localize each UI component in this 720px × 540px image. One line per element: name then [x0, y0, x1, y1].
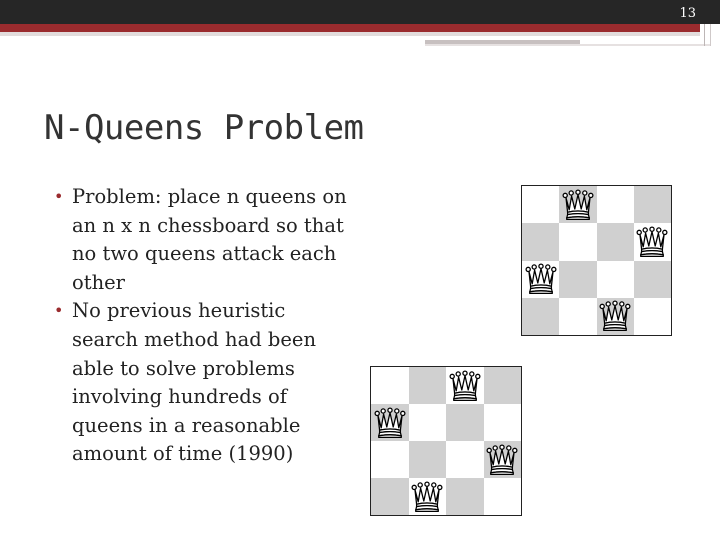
board-square — [634, 298, 671, 335]
header-bar — [0, 0, 720, 24]
board-square — [522, 261, 559, 298]
board-square — [409, 441, 447, 478]
board-square — [559, 186, 596, 223]
board-square — [371, 441, 409, 478]
bullet-icon: • — [54, 301, 64, 321]
chess-queen-icon — [636, 226, 668, 258]
bullet-item — [54, 183, 354, 297]
chess-queen-icon — [525, 263, 557, 295]
board-square — [371, 367, 409, 404]
header-side-line — [704, 24, 705, 46]
board-square — [409, 478, 447, 515]
header-side-line-2 — [710, 24, 711, 46]
board-square — [484, 404, 522, 441]
chess-queen-icon — [449, 370, 481, 402]
board-square — [484, 441, 522, 478]
chessboard-2 — [370, 366, 522, 516]
board-square — [484, 478, 522, 515]
board-square — [597, 261, 634, 298]
board-square — [522, 186, 559, 223]
board-square — [634, 223, 671, 260]
board-square — [484, 367, 522, 404]
bullet-list — [54, 183, 354, 469]
board-square — [597, 186, 634, 223]
board-square — [446, 367, 484, 404]
board-square — [446, 478, 484, 515]
board-square — [522, 223, 559, 260]
slide-title: N-Queens Problem — [44, 108, 364, 148]
board-square — [634, 186, 671, 223]
chess-queen-icon — [411, 481, 443, 513]
board-square — [559, 261, 596, 298]
board-square — [597, 223, 634, 260]
board-square — [371, 478, 409, 515]
bullet-item — [54, 297, 354, 469]
bullet-text: Problem: place n queens on an n x n chessboard so that no two queens attack each other — [72, 185, 347, 294]
board-square — [409, 404, 447, 441]
chessboard-1 — [521, 185, 672, 336]
header-accent-stripe — [0, 24, 700, 32]
board-square — [409, 367, 447, 404]
chess-queen-icon — [562, 189, 594, 221]
board-square — [559, 223, 596, 260]
chess-queen-icon — [374, 407, 406, 439]
chess-queen-icon — [486, 444, 518, 476]
chess-queen-icon — [599, 300, 631, 332]
board-square — [634, 261, 671, 298]
header-accent-line-thin — [425, 44, 710, 46]
board-square — [597, 298, 634, 335]
bullet-icon: • — [54, 187, 64, 206]
board-square — [559, 298, 596, 335]
board-square — [371, 404, 409, 441]
board-square — [446, 404, 484, 441]
header-light-stripe — [0, 32, 700, 36]
page-number: 13 — [679, 6, 696, 21]
bullet-text: No previous heuristic search method had been able to solve problems involving hundreds of queens in a reasonable amount of time (1990) — [72, 299, 317, 466]
board-square — [522, 298, 559, 335]
board-square — [446, 441, 484, 478]
